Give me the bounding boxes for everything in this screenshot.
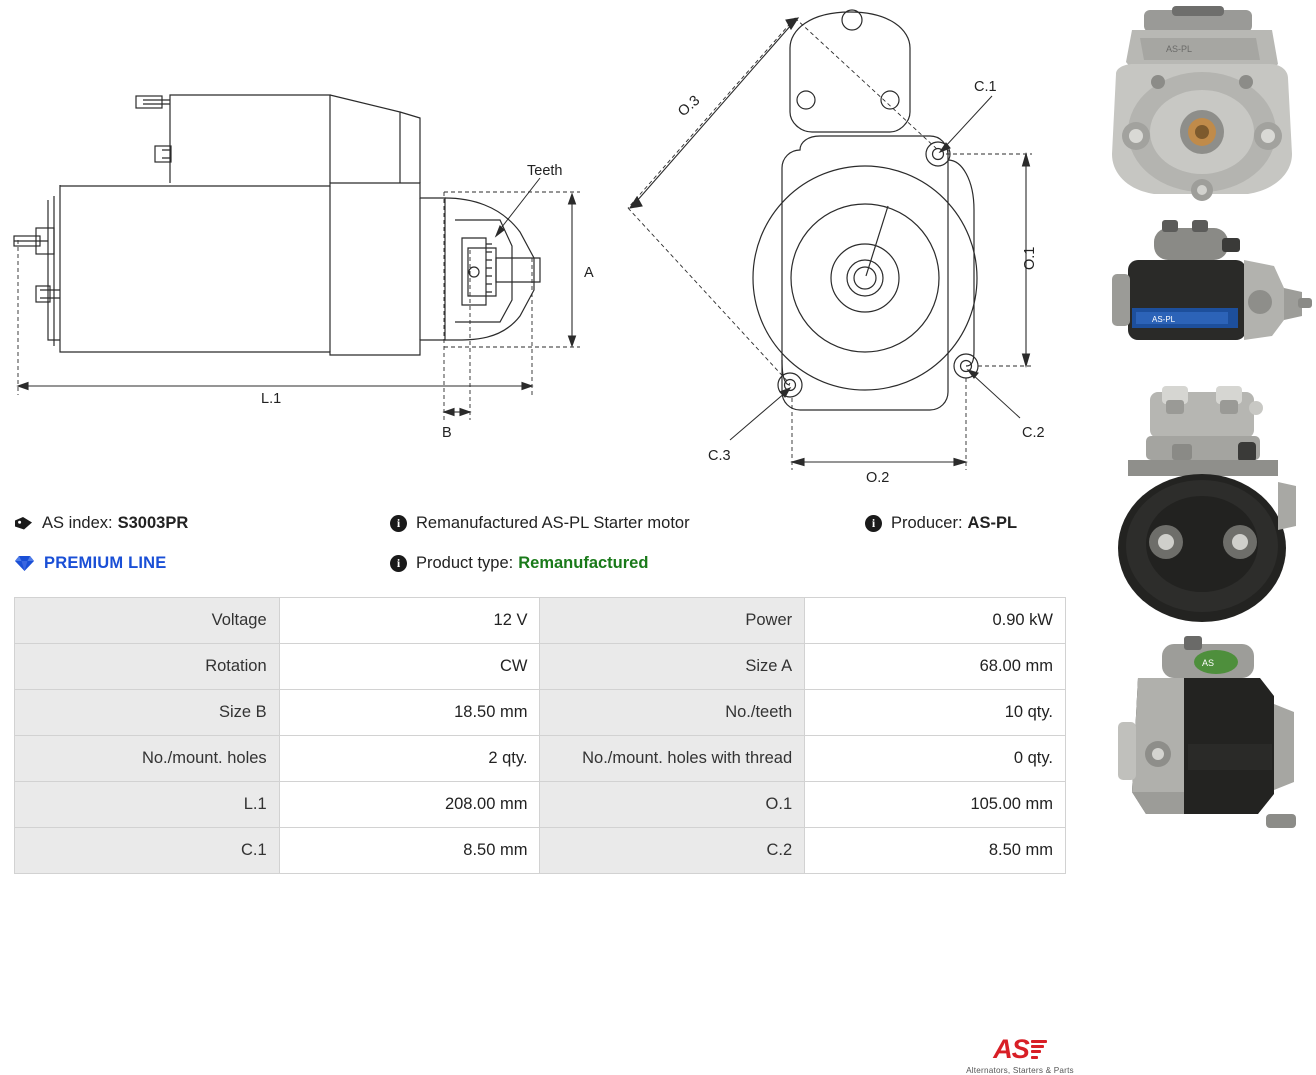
description-cell xyxy=(390,514,865,533)
product-photo-rear[interactable] xyxy=(1088,386,1316,622)
producer-value: AS-PL xyxy=(967,513,1018,532)
table-row xyxy=(15,644,1066,690)
label-c2: C.2 xyxy=(1022,425,1045,441)
label-b: B xyxy=(442,425,452,441)
spec-value: 105.00 mm xyxy=(805,782,1066,828)
spec-key: Size B xyxy=(15,690,280,736)
table-row xyxy=(15,828,1066,874)
spec-key: No./mount. holes xyxy=(15,736,280,782)
aspl-logo-text: AS xyxy=(993,1034,1029,1064)
product-photo-gallery xyxy=(1088,0,1316,860)
spec-value: 0.90 kW xyxy=(805,598,1066,644)
as-index-value: S3003PR xyxy=(117,513,189,532)
info-icon: i xyxy=(390,555,407,572)
spec-value: 18.50 mm xyxy=(279,690,540,736)
info-row-secondary xyxy=(0,546,1080,580)
label-o3: O.3 xyxy=(675,92,704,121)
table-row xyxy=(15,598,1066,644)
table-row xyxy=(15,690,1066,736)
diamond-icon xyxy=(14,555,35,572)
premium-line-badge xyxy=(14,554,166,573)
spec-value: 68.00 mm xyxy=(805,644,1066,690)
spec-value: 0 qty. xyxy=(805,736,1066,782)
label-a: A xyxy=(584,265,594,281)
table-row xyxy=(15,736,1066,782)
label-o2: O.2 xyxy=(866,470,890,486)
spec-key: O.1 xyxy=(540,782,805,828)
info-icon: i xyxy=(865,515,882,532)
spec-key: Rotation xyxy=(15,644,280,690)
spec-key: C.1 xyxy=(15,828,280,874)
aspl-logo xyxy=(965,1034,1075,1075)
specification-table xyxy=(14,597,1066,874)
spec-key: Voltage xyxy=(15,598,280,644)
spec-key: C.2 xyxy=(540,828,805,874)
premium-line-cell xyxy=(0,554,390,573)
spec-key: L.1 xyxy=(15,782,280,828)
spec-value: 10 qty. xyxy=(805,690,1066,736)
drawing-canvas xyxy=(0,0,1080,495)
as-index-label: AS index: xyxy=(42,513,113,532)
aspl-logo-subtitle: Alternators, Starters & Parts xyxy=(966,1066,1074,1075)
premium-line-label: PREMIUM LINE xyxy=(44,553,167,572)
spec-value: 2 qty. xyxy=(279,736,540,782)
as-index-cell xyxy=(0,514,390,533)
table-row xyxy=(15,782,1066,828)
spec-value: CW xyxy=(279,644,540,690)
product-photo-angled[interactable] xyxy=(1088,634,1316,854)
svg-text:AS: AS xyxy=(1202,658,1215,668)
spec-value: 12 V xyxy=(279,598,540,644)
spec-key: Size A xyxy=(540,644,805,690)
tag-icon xyxy=(14,516,33,532)
spec-value: 8.50 mm xyxy=(279,828,540,874)
product-type-value: Remanufactured xyxy=(518,553,649,572)
label-teeth: Teeth xyxy=(527,163,563,179)
product-type-cell xyxy=(390,554,865,573)
label-o1: O.1 xyxy=(1022,246,1038,270)
spec-key: Power xyxy=(540,598,805,644)
label-l1: L.1 xyxy=(261,391,282,407)
spec-value: 8.50 mm xyxy=(805,828,1066,874)
info-row-primary xyxy=(0,506,1080,540)
spec-key: No./teeth xyxy=(540,690,805,736)
producer-cell xyxy=(865,514,1080,533)
product-photo-side[interactable] xyxy=(1088,216,1316,376)
svg-text:AS-PL: AS-PL xyxy=(1166,44,1193,54)
product-photo-front[interactable] xyxy=(1088,4,1316,210)
producer-label: Producer: xyxy=(891,513,963,532)
spec-value: 208.00 mm xyxy=(279,782,540,828)
label-c1: C.1 xyxy=(974,79,997,95)
label-c3: C.3 xyxy=(708,448,731,464)
aspl-logo-bars-icon xyxy=(1031,1040,1047,1060)
info-icon: i xyxy=(390,515,407,532)
technical-drawings xyxy=(0,0,1080,495)
spec-key: No./mount. holes with thread xyxy=(540,736,805,782)
svg-text:AS-PL: AS-PL xyxy=(1152,315,1176,324)
product-type-label: Product type: xyxy=(416,553,514,572)
product-description: Remanufactured AS-PL Starter motor xyxy=(416,513,690,532)
